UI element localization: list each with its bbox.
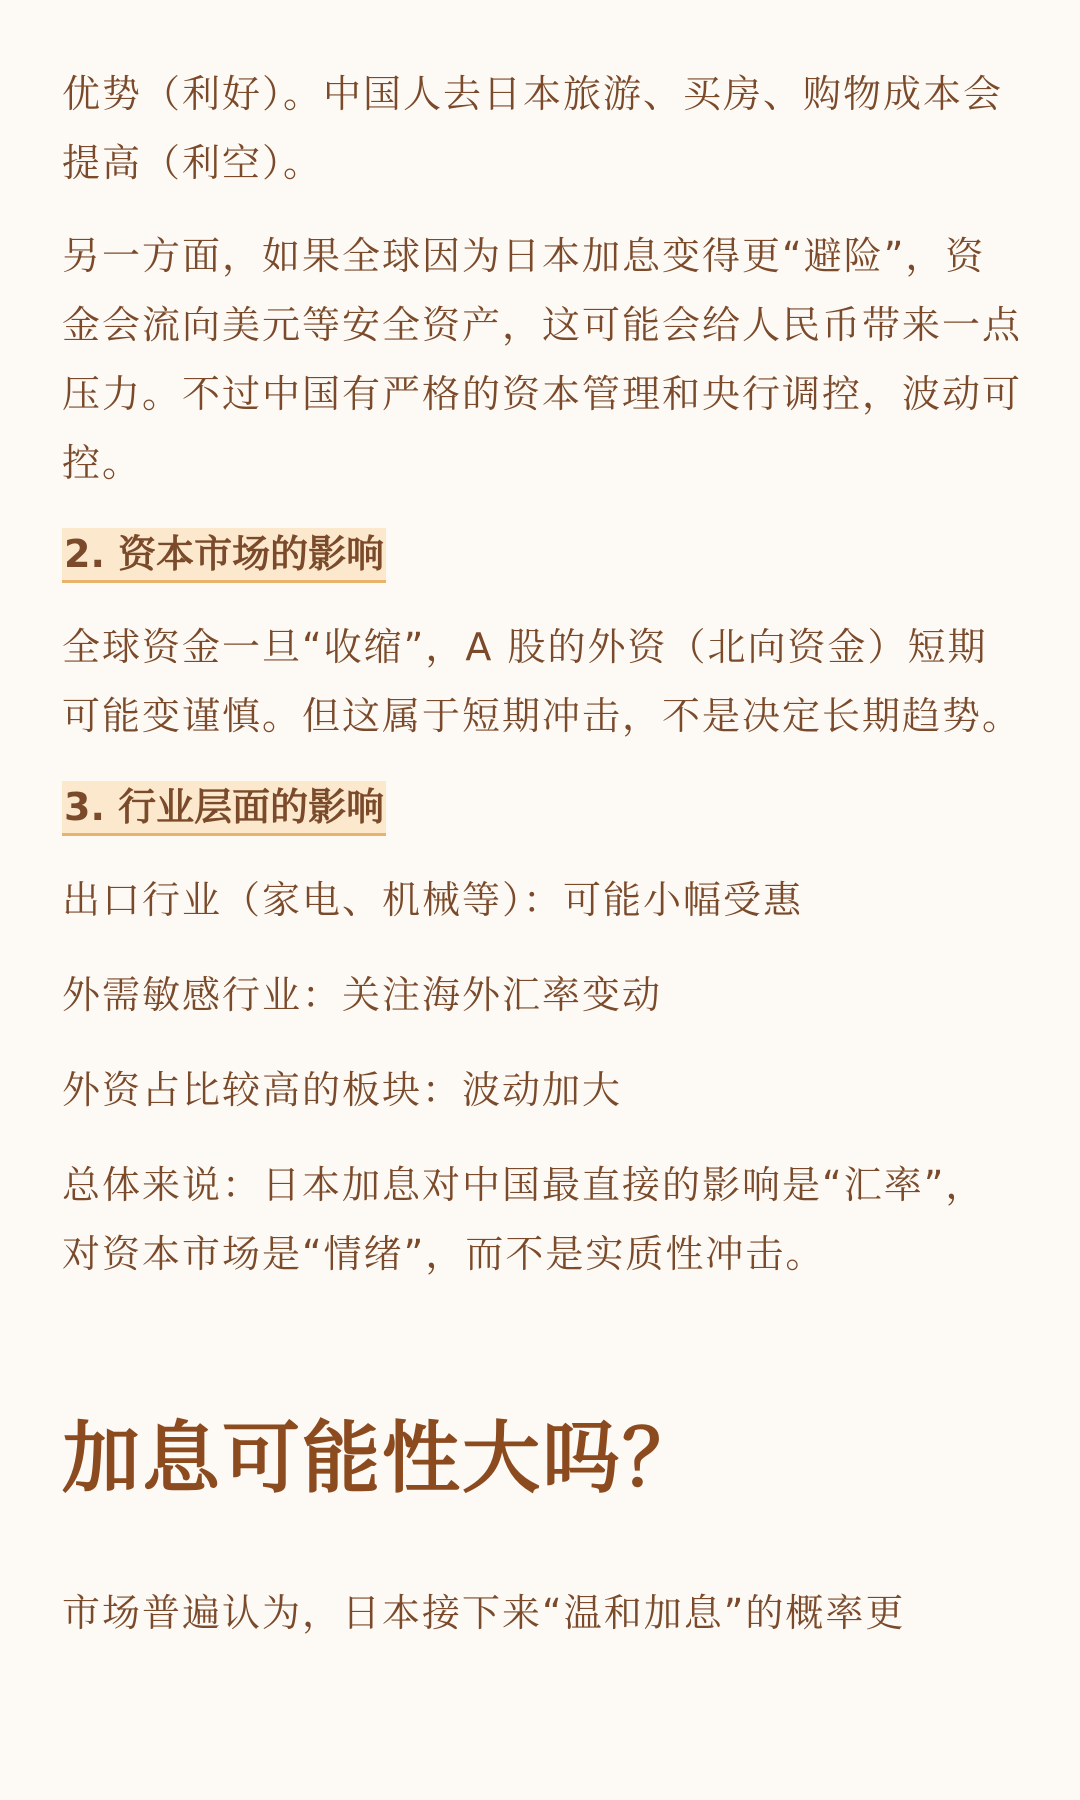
industry-item-external-demand: 外需敏感行业：关注海外汇率变动 xyxy=(62,973,663,1017)
article-body xyxy=(62,60,1022,1672)
paragraph-safe-haven: 另一方面，如果全球因为日本加息变得更“避险”，资金会流向美元等安全资产，这可能会给人民币带来一点压力。不过中国有严格的资本管理和央行调控，波动可控。 xyxy=(62,234,1023,485)
subheading-capital-market-label: 2. 资本市场的影响 xyxy=(62,528,386,583)
subheading-capital-market xyxy=(62,522,1022,613)
section-title: 加息可能性大吗？ xyxy=(62,1414,703,1504)
paragraph-rate-outlook: 市场普遍认为，日本接下来“温和加息”的概率更 xyxy=(62,1591,906,1635)
subheading-industry-label: 3. 行业层面的影响 xyxy=(62,781,386,836)
paragraph-summary: 总体来说：日本加息对中国最直接的影响是“汇率”，对资本市场是“情绪”，而不是实质性冲击。 xyxy=(62,1163,986,1276)
industry-item-export: 出口行业（家电、机械等）：可能小幅受惠 xyxy=(62,878,804,922)
subheading-industry xyxy=(62,775,1022,866)
paragraph-currency-effect: 优势（利好）。中国人去日本旅游、买房、购物成本会提高（利空）。 xyxy=(62,72,1004,185)
paragraph-capital-market: 全球资金一旦“收缩”，A 股的外资（北向资金）短期可能变谨慎。但这属于短期冲击，不是决定长期趋势。 xyxy=(62,625,1023,738)
industry-item-foreign-capital: 外资占比较高的板块：波动加大 xyxy=(62,1068,623,1112)
